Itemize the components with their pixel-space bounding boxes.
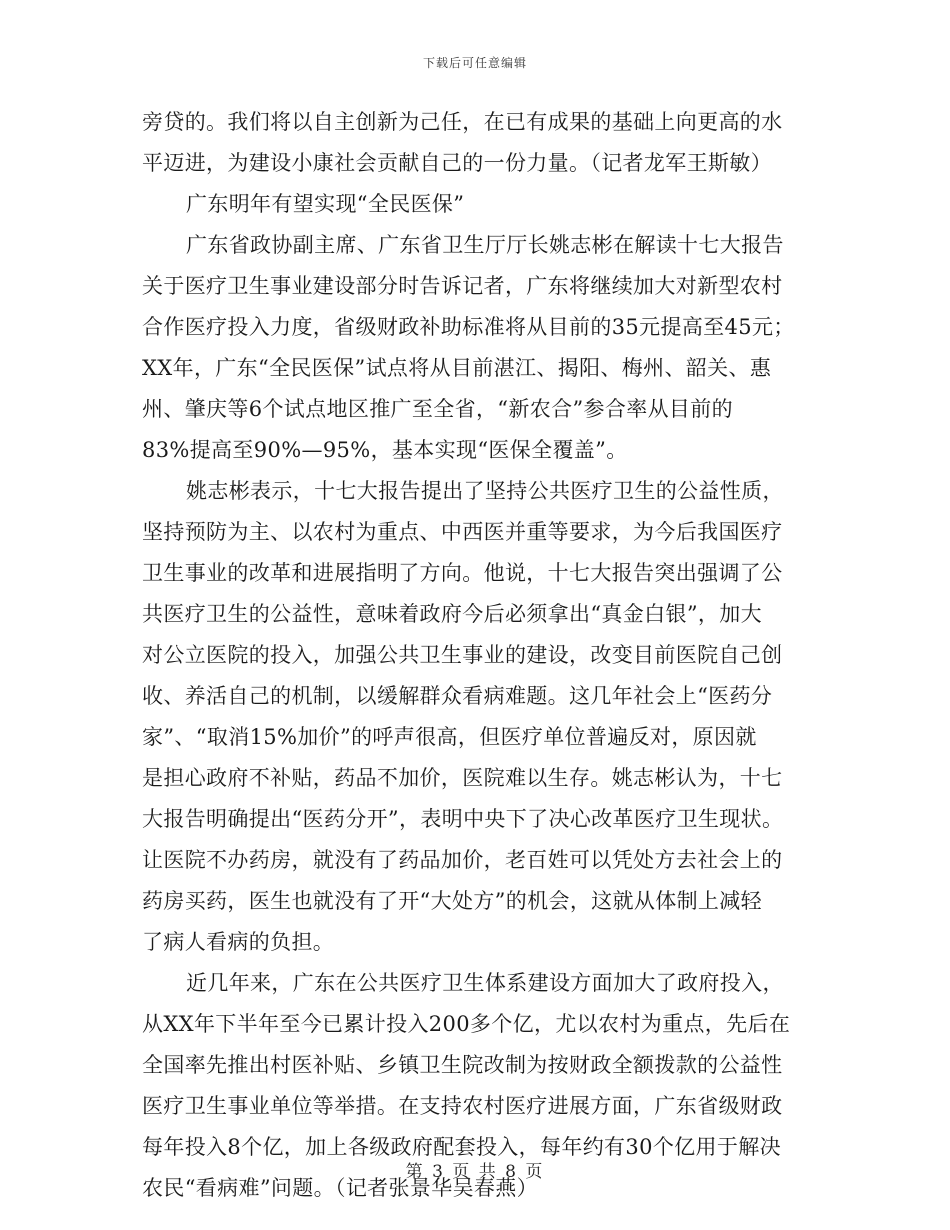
text-line: 广东省政协副主席、广东省卫生厅厅长姚志彬在解读十七大报告 [186,233,784,257]
article-body [142,102,814,1209]
page-number: 第 3 页 共 8 页 [405,1162,545,1182]
text-line: 共医疗卫生的公益性，意味着政府今后必须拿出“真金白银”，加大 [142,602,762,626]
text-line: 医疗卫生事业单位等举措。在支持农村医疗进展方面，广东省级财政 [142,1094,783,1118]
text-line: 对公立医院的投入，加强公共卫生事业的建设，改变目前医院自己创 [142,643,783,667]
text-line: 旁贷的。我们将以自主创新为己任，在已有成果的基础上向更高的水 [142,110,783,134]
text-line: 近几年来，广东在公共医疗卫生体系建设方面加大了政府投入， [186,971,784,995]
text-line: 从XX年下半年至今已累计投入200多个亿，尤以农村为重点，先后在 [142,1012,791,1036]
text-line: 是担心政府不补贴，药品不加价，医院难以生存。姚志彬认为，十七 [142,766,783,790]
text-line: 83%提高至90%—95%，基本实现“医保全覆盖”。 [142,438,628,462]
text-line: 农民“看病难”问题。（记者张景华吴春燕） [142,1176,538,1200]
text-line: 收、养活自己的机制，以缓解群众看病难题。这几年社会上“医药分 [142,684,773,708]
text-line: 平迈进，为建设小康社会贡献自己的一份力量。（记者龙军王斯敏） [142,151,772,175]
text-line: XX年，广东“全民医保”试点将从目前湛江、揭阳、梅州、韶关、惠 [142,356,772,380]
text-line: 让医院不办药房，就没有了药品加价，老百姓可以凭处方去社会上的 [142,848,783,872]
text-line: 药房买药，医生也就没有了开“大处方”的机会，这就从体制上减轻 [142,889,762,913]
text-line: 合作医疗投入力度，省级财政补助标准将从目前的35元提高至45元； [142,315,795,339]
section-heading: 广东明年有望实现“全民医保” [186,192,465,216]
text-line: 坚持预防为主、以农村为重点、中西医并重等要求，为今后我国医疗 [142,520,783,544]
text-line: 了病人看病的负担。 [142,930,335,954]
text-line: 每年投入8个亿，加上各级政府配套投入，每年约有30个亿用于解决 [142,1135,781,1159]
text-line: 姚志彬表示，十七大报告提出了坚持公共医疗卫生的公益性质， [186,479,784,503]
text-line: 家”、“取消15%加价”的呼声很高，但医疗单位普遍反对，原因就 [142,725,757,749]
page-header-note: 下载后可任意编辑 [422,56,527,70]
text-line: 卫生事业的改革和进展指明了方向。他说，十七大报告突出强调了公 [142,561,783,585]
text-line: 州、肇庆等6个试点地区推广至全省，“新农合”参合率从目前的 [142,397,733,421]
text-line: 大报告明确提出“医药分开”，表明中央下了决心改革医疗卫生现状。 [142,807,784,831]
text-line: 全国率先推出村医补贴、乡镇卫生院改制为按财政全额拨款的公益性 [142,1053,783,1077]
text-line: 关于医疗卫生事业建设部分时告诉记者，广东将继续加大对新型农村 [142,274,783,298]
